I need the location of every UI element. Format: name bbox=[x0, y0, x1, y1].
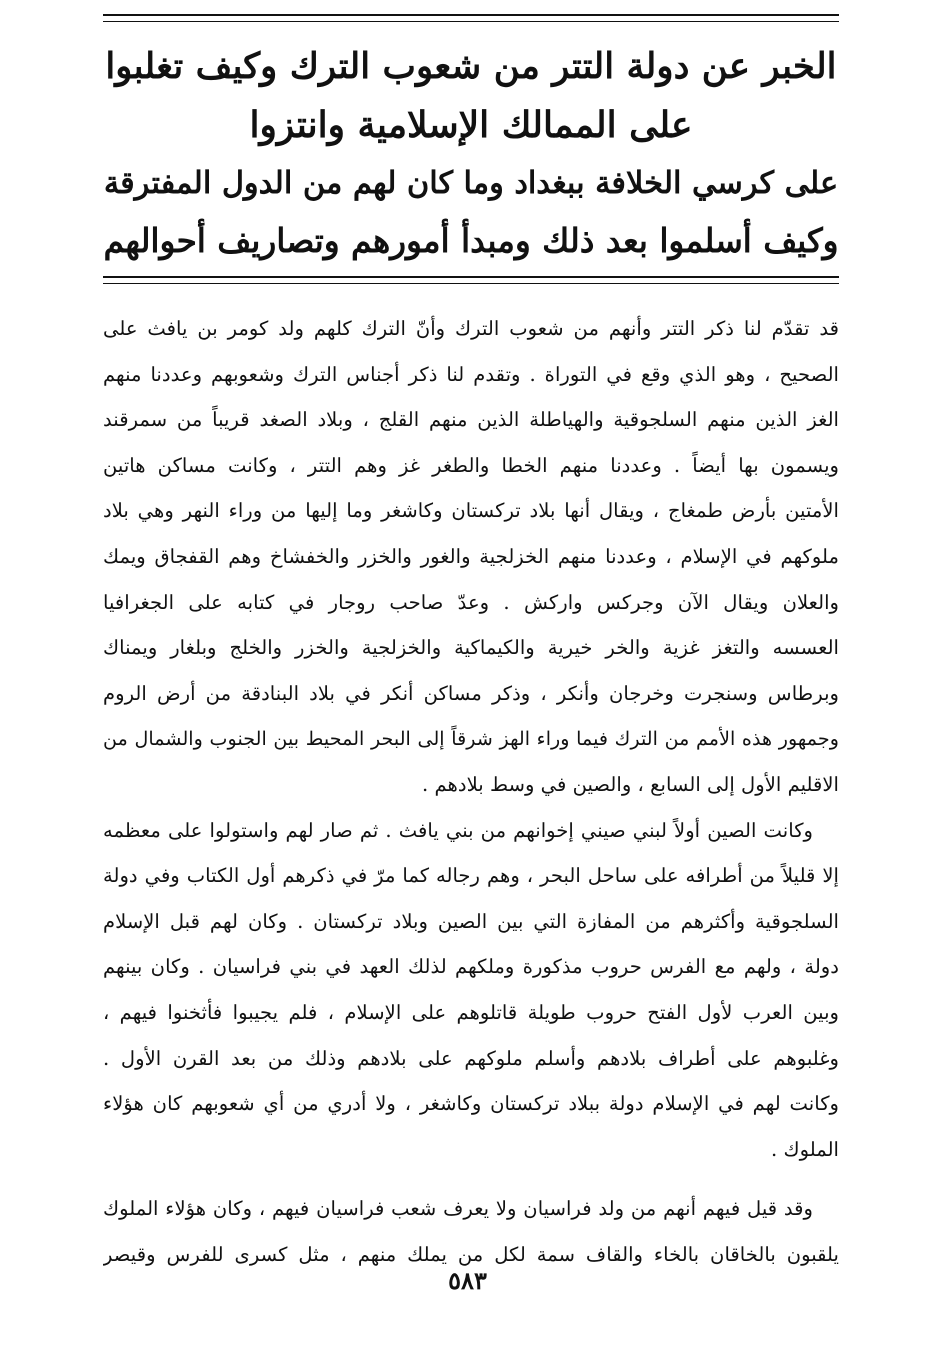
text-line: وقد قيل فيهم أنهم من ولد فراسيان ولا يعرف شعب فراسيان فيهم ، وكان هؤلاء الملوك bbox=[103, 1197, 813, 1221]
text-line: الغز الذين منهم السلجوقية والهياطلة الذين منهم القلج ، وبلاد الصغد قريباً من سمرقند bbox=[103, 408, 839, 432]
top-rule-thick bbox=[103, 14, 839, 16]
text-line: وكانت الصين أولاً لبني صيني إخوانهم من بني يافث . ثم صار لهم واستولوا على معظمه bbox=[103, 818, 813, 842]
text-line: الملوك . bbox=[771, 1137, 839, 1161]
text-line: وجمهور هذه الأمم من الترك فيما وراء الهز شرقاً إلى البحر المحيط بين الجنوب والشمال من bbox=[103, 727, 839, 751]
paragraph-2 bbox=[103, 808, 839, 1173]
text-line: السلجوقية وأكثرهم من المفازة التي بين الصين وبلاد تركستان . وكان لهم قبل الإسلام bbox=[103, 909, 839, 933]
text-line: ملوكهم في الإسلام ، وعددنا منهم الخزلجية والغور والخزر والخفشاخ وهم القفجاق ويمك bbox=[103, 544, 839, 568]
text-line: وغلبوهم على أطراف بلادهم وأسلم ملوكهم على بلادهم وذلك من بعد القرن الأول . bbox=[103, 1046, 839, 1070]
page-number: ٥٨٣ bbox=[448, 1266, 487, 1295]
heading-line: وكيف أسلموا بعد ذلك ومبدأ أمورهم وتصاريف أحوالهم bbox=[103, 221, 839, 260]
paragraph-3 bbox=[103, 1186, 839, 1277]
paragraph-1 bbox=[103, 306, 839, 808]
text-line: وبرطاس وسنجرت وخرجان وأنكر ، وذكر مساكن أنكر في بلاد البنادقة من أرض الروم bbox=[103, 681, 839, 705]
heading-line: الخبر عن دولة التتر من شعوب الترك وكيف تغلبوا bbox=[105, 46, 837, 87]
text-line: قد تقدّم لنا ذكر التتر وأنهم من شعوب الترك وأنّ الترك كلهم ولد كومر بن يافث على bbox=[103, 317, 839, 340]
paragraph-gap bbox=[103, 1172, 839, 1186]
chapter-heading bbox=[103, 38, 839, 270]
text-line: ويسمون بها أيضاً . وعددنا منهم الخطا والطغر غز وهم التتر ، وكانت مساكن هاتين bbox=[103, 453, 839, 477]
heading-line: على كرسي الخلافة ببغداد وما كان لهم من الدول المفترقة bbox=[103, 165, 839, 201]
text-line: الصحيح ، وهو الذي وقع في التوراة . وتقدم لنا ذكر أجناس الترك وشعوبهم وعددنا منهم bbox=[103, 362, 839, 386]
text-line: الاقليم الأول إلى السابع ، والصين في وسط بلادهم . bbox=[422, 772, 839, 796]
top-rule-thin bbox=[103, 21, 839, 22]
text-line: والعلان ويقال الآن وجركس واركش . وعدّ صاحب روجار في كتابه على الجغرافيا bbox=[103, 590, 839, 614]
text-line: العسسه والتغز غزية والخر خيرية والكيماكية والخزلجية والخزر والخلج وبلغار ويمناك bbox=[103, 636, 839, 660]
text-line: يلقبون بالخاقان بالخاء والقاف سمة لكل من يملك منهم ، مثل كسرى للفرس وقيصر bbox=[103, 1242, 839, 1266]
heading-line: على الممالك الإسلامية وانتزوا bbox=[249, 104, 693, 146]
text-line: دولة ، ولهم مع الفرس حروب مذكورة وملكهم لذلك العهد في بني فراسيان . وكان بينهم bbox=[103, 955, 839, 979]
text-line: وبين العرب لأول الفتح حروب طويلة قاتلوهم على الإسلام ، فلم يجيبوا فأثخنوا فيهم ، bbox=[103, 1000, 839, 1024]
heading-bottom-rule bbox=[103, 276, 839, 278]
text-line: وكانت لهم في الإسلام دولة ببلاد تركستان وكاشغر ، ولا أدري من أي شعوبهم كان هؤلاء bbox=[103, 1092, 839, 1116]
heading-bottom-rule-thin bbox=[103, 283, 839, 284]
text-line: إلا قليلاً من أطرافه على ساحل البحر ، وهم رجاله كما مرّ في ذكرهم أول الكتاب وفي دولة bbox=[103, 864, 839, 888]
body-text bbox=[103, 306, 839, 1277]
text-line: الأمتين بأرض طمغاج ، ويقال أنها بلاد تركستان وكاشغر وما إليها من وراء النهر وهي بلاد bbox=[103, 499, 839, 523]
